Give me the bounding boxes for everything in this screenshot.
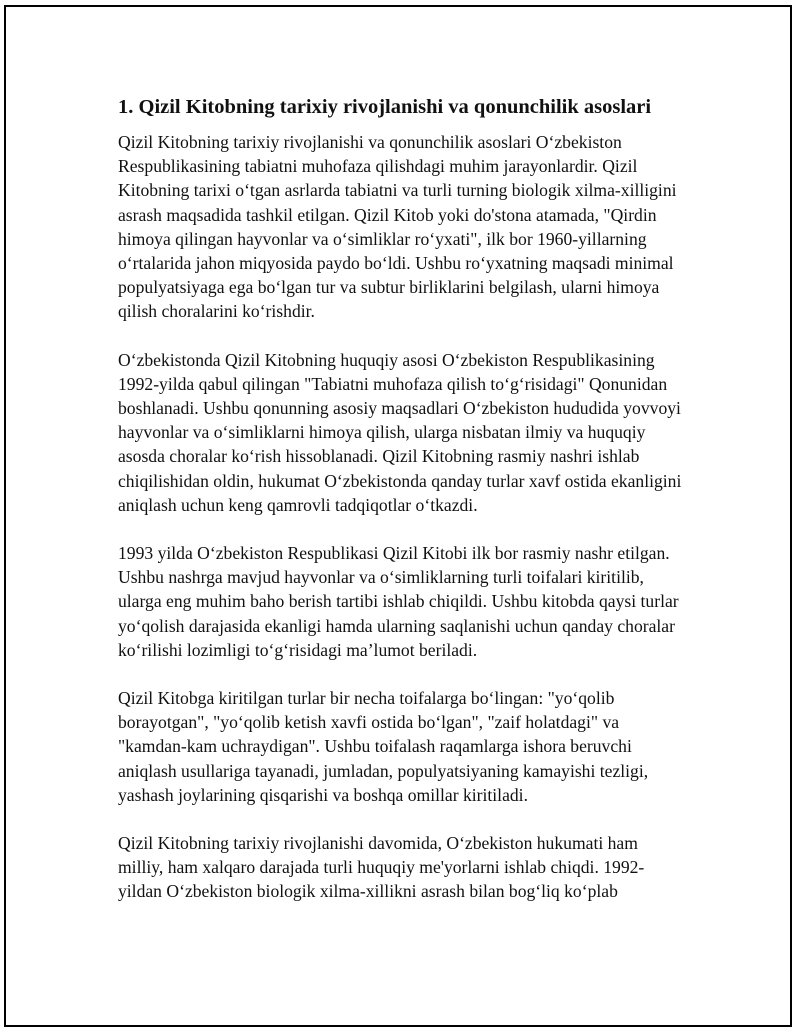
paragraph-2: O‘zbekistonda Qizil Kitobning huquqiy asosi O‘zbekiston Respublikasining 1992-yilda qabul qilingan "Tabiatni muhofaza qilish to‘g‘risidagi" Qonunidan boshlanadi. Ushbu qonunning asosiy maqsadlari O‘zbekiston hududida yovvoyi hayvonlar va o‘simliklarni himoya qilish, ularga nisbatan ilmiy va huquqiy asosda choralar ko‘rish hissoblanadi. Qizil Kitobning rasmiy nashri ishlab chiqilishidan oldin, hukumat O‘zbekistonda qanday turlar xavf ostida ekanligini aniqlash uchun keng qamrovli tadqiqotlar o‘tkazdi. [118, 349, 682, 515]
document-body [118, 92, 684, 928]
section-heading: 1. Qizil Kitobning tarixiy rivojlanishi va qonunchilik asoslari [118, 96, 652, 118]
paragraph-4: Qizil Kitobga kiritilgan turlar bir necha toifalarga bo‘lingan: "yo‘qolib borayotgan", "yo‘qolib ketish xavfi ostida bo‘lgan", "zaif holatdagi" va "kamdan-kam uchraydigan". Ushbu toifalash raqamlarga ishora beruvchi aniqlash usullariga tayanadi, jumladan, populyatsiyaning kamayishi tezligi, yashash joylarining qisqarishi va boshqa omillar kiritiladi. [118, 688, 649, 805]
paragraph-5: Qizil Kitobning tarixiy rivojlanishi davomida, O‘zbekiston hukumati ham milliy, ham xalqaro darajada turli huquqiy me'yorlarni ishlab chiqdi. 1992-yildan O‘zbekiston biologik xilma-xillikni asrash bilan bog‘liq ko‘plab [118, 833, 645, 902]
paragraph-3: 1993 yilda O‘zbekiston Respublikasi Qizil Kitobi ilk bor rasmiy nashr etilgan. Ushbu nashrga mavjud hayvonlar va o‘simliklarning turli toifalari kiritilib, ularga eng muhim baho berish tartibi ishlab chiqildi. Ushbu kitobda qaysi turlar yo‘qolish darajasida ekanligi hamda ularning saqlanishi uchun qanday choralar ko‘rilishi lozimligi to‘g‘risidagi ma’lumot beriladi. [118, 543, 679, 660]
paragraph-1: Qizil Kitobning tarixiy rivojlanishi va qonunchilik asoslari O‘zbekiston Respublikasining tabiatni muhofaza qilishdagi muhim jarayonlardir. Qizil Kitobning tarixi o‘tgan asrlarda tabiatni va turli turning biologik xilma-xilligini asrash maqsadida tashkil etilgan. Qizil Kitob yoki do'stona atamada, "Qirdin himoya qilingan hayvonlar va o‘simliklar ro‘yxati", ilk bor 1960-yillarning o‘rtalarida jahon miqyosida paydo bo‘ldi. Ushbu ro‘yxatning maqsadi minimal populyatsiyaga ega bo‘lgan tur va subtur birliklarini belgilash, ularni himoya qilish choralarini ko‘rishdir. [118, 132, 677, 322]
